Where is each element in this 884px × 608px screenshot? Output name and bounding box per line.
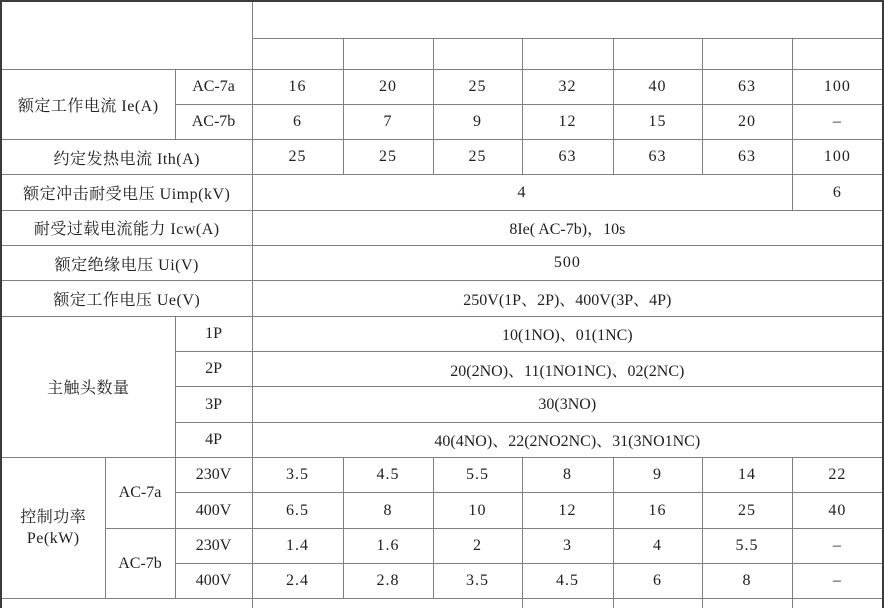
value-cell: 8 — [522, 458, 613, 493]
sub-label-pe-ac7b-230v: 230V — [175, 528, 252, 563]
sub-label-3p: 3P — [175, 387, 252, 422]
value-cell: 40 — [613, 69, 702, 104]
value-cell: 20 — [343, 69, 433, 104]
value-cell: 4.5 — [522, 564, 613, 599]
value-cell: 9 — [613, 458, 702, 493]
value-cell: 8 — [702, 564, 792, 599]
row-label-icw: 耐受过载电流能力 Icw(A) — [1, 210, 252, 245]
sub-label-1p: 1P — [175, 316, 252, 351]
sub-label-pe-ac7a-230v: 230V — [175, 458, 252, 493]
value-cell: 16 — [613, 493, 702, 528]
value-cell: – — [792, 528, 883, 563]
value-cell: 40 — [792, 493, 883, 528]
value-cell: 5.5 — [702, 528, 792, 563]
value-cell: 25 — [252, 140, 343, 175]
pe-label-line1: 控制功率 — [20, 508, 87, 526]
sub-label-4p: 4P — [175, 422, 252, 457]
value-cell: 25 — [702, 493, 792, 528]
value-cell-ue: 250V(1P、2P)、400V(3P、4P) — [252, 281, 883, 316]
model-header-16a: 16A — [252, 38, 343, 69]
sub-label-pe-ac7b: AC-7b — [105, 528, 175, 599]
sub-label-2p: 2P — [175, 352, 252, 387]
model-header-20a: 20A — [343, 38, 433, 69]
model-header-40a: 40A — [613, 38, 702, 69]
value-cell-1p: 10(1NO)、01(1NC) — [252, 316, 883, 351]
value-cell-ui: 500 — [252, 246, 883, 281]
value-cell: 25 — [343, 140, 433, 175]
value-cell: 32 — [522, 69, 613, 104]
value-cell: 63 — [702, 69, 792, 104]
value-cell: 6.5 — [252, 493, 343, 528]
row-pe-ac7a-230v — [1, 458, 883, 493]
value-cell: – — [792, 104, 883, 139]
value-cell: 12 — [522, 493, 613, 528]
value-cell: 2.8 — [343, 564, 433, 599]
value-cell: 6 — [252, 104, 343, 139]
value-cell-uimp-100a: 6 — [792, 175, 883, 210]
value-cell: 16 — [252, 69, 343, 104]
value-cell: 5.5 — [433, 458, 522, 493]
value-cell: 8 — [343, 493, 433, 528]
row-ue — [1, 281, 883, 316]
row-poles-1p — [1, 316, 883, 351]
value-cell: 7 — [343, 104, 433, 139]
partial-row — [1, 599, 883, 608]
row-uimp — [1, 175, 883, 210]
row-ith — [1, 140, 883, 175]
value-cell: 6 — [613, 564, 702, 599]
sub-label-pe-ac7a-400v: 400V — [175, 493, 252, 528]
value-cell: 63 — [613, 140, 702, 175]
model-header-100a: 100A — [792, 38, 883, 69]
partial-cell — [1, 599, 252, 608]
value-cell: 9 — [433, 104, 522, 139]
value-cell: 25 — [433, 140, 522, 175]
row-label-ue: 额定工作电压 Ue(V) — [1, 281, 252, 316]
value-cell: 2.4 — [252, 564, 343, 599]
partial-cell — [252, 599, 522, 608]
value-cell: 3.5 — [252, 458, 343, 493]
partial-cell — [613, 599, 702, 608]
value-cell: 22 — [792, 458, 883, 493]
value-cell: 3 — [522, 528, 613, 563]
value-cell-uimp-main: 4 — [252, 175, 792, 210]
value-cell-3p: 30(3NO) — [252, 387, 883, 422]
value-cell: 20 — [702, 104, 792, 139]
sub-label-ie-ac7b: AC-7b — [175, 104, 252, 139]
param-header-cell: 参数 — [1, 1, 252, 69]
row-label-poles: 主触头数量 — [1, 316, 175, 457]
value-cell: 15 — [613, 104, 702, 139]
value-cell: 1.4 — [252, 528, 343, 563]
partial-cell — [792, 599, 883, 608]
pe-label-line2: Pe(kW) — [26, 530, 80, 548]
value-cell: 1.6 — [343, 528, 433, 563]
row-pe-ac7b-230v — [1, 528, 883, 563]
product-model-header-cell: 产品型号 — [252, 1, 883, 38]
partial-cell — [522, 599, 613, 608]
model-header-25a: 25A — [433, 38, 522, 69]
sub-label-pe-ac7b-400v: 400V — [175, 564, 252, 599]
value-cell: 4 — [613, 528, 702, 563]
partial-cell — [702, 599, 792, 608]
row-ie-ac7a — [1, 69, 883, 104]
value-cell: 63 — [522, 140, 613, 175]
value-cell: 100 — [792, 140, 883, 175]
model-header-63a: 63A — [702, 38, 792, 69]
value-cell-icw: 8Ie( AC-7b)，10s — [252, 210, 883, 245]
sub-label-ie-ac7a: AC-7a — [175, 69, 252, 104]
row-label-ie: 额定工作电流 Ie(A) — [1, 69, 175, 140]
sub-label-pe-ac7a: AC-7a — [105, 458, 175, 529]
value-cell: 100 — [792, 69, 883, 104]
row-label-pe — [1, 458, 105, 599]
value-cell-4p: 40(4NO)、22(2NO2NC)、31(3NO1NC) — [252, 422, 883, 457]
row-label-uimp: 额定冲击耐受电压 Uimp(kV) — [1, 175, 252, 210]
row-ui — [1, 246, 883, 281]
header-row-1 — [1, 1, 883, 38]
value-cell: 10 — [433, 493, 522, 528]
row-icw — [1, 210, 883, 245]
row-label-ui: 额定绝缘电压 Ui(V) — [1, 246, 252, 281]
value-cell: 4.5 — [343, 458, 433, 493]
value-cell: 2 — [433, 528, 522, 563]
value-cell: – — [792, 564, 883, 599]
value-cell: 25 — [433, 69, 522, 104]
value-cell: 63 — [702, 140, 792, 175]
row-label-ith: 约定发热电流 Ith(A) — [1, 140, 252, 175]
model-header-32a: 32A — [522, 38, 613, 69]
value-cell: 12 — [522, 104, 613, 139]
value-cell: 14 — [702, 458, 792, 493]
value-cell: 3.5 — [433, 564, 522, 599]
value-cell-2p: 20(2NO)、11(1NO1NC)、02(2NC) — [252, 352, 883, 387]
